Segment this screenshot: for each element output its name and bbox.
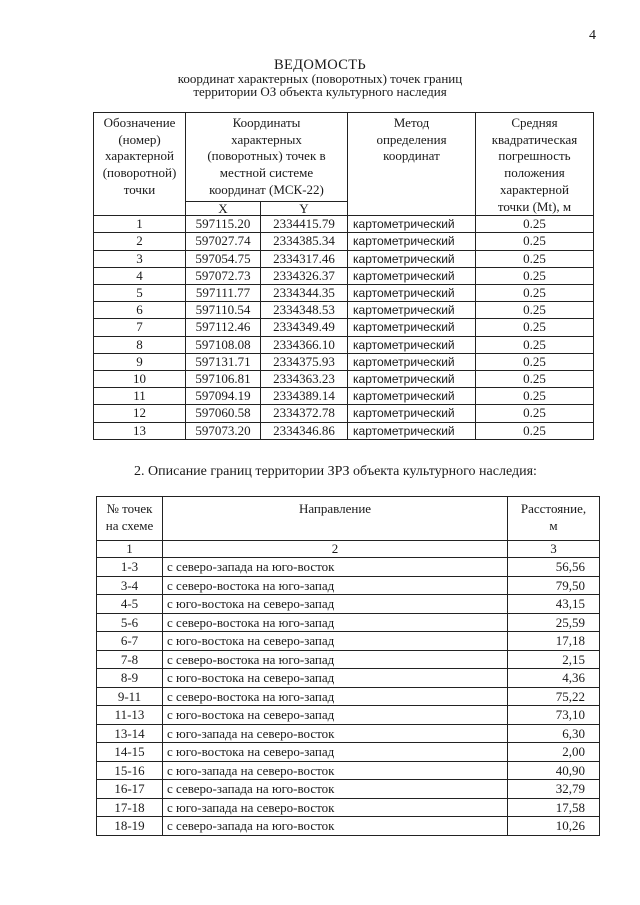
table-row (97, 669, 600, 688)
distance-cell: 79,50 (508, 576, 600, 595)
document-title: ВЕДОМОСТЬ (274, 57, 366, 73)
table-row (97, 817, 600, 836)
x-coordinate-cell: 597060.58 (186, 405, 261, 422)
error-cell: 0.25 (476, 250, 594, 267)
distance-cell: 17,18 (508, 632, 600, 651)
point-number-cell: 2 (94, 233, 186, 250)
header-designation-line: характерной (105, 148, 174, 164)
page-number: 4 (589, 28, 596, 43)
table-row (94, 233, 594, 250)
y-coordinate-cell: 2334348.53 (261, 302, 348, 319)
x-coordinate-cell: 597111.77 (186, 285, 261, 302)
table-row (97, 724, 600, 743)
header-method-line: координат (383, 148, 440, 164)
header-error-line: квадратическая (491, 131, 578, 147)
method-cell: картометрический (348, 285, 476, 302)
distance-cell: 73,10 (508, 706, 600, 725)
table-row (97, 632, 600, 651)
header-method-line: определения (376, 131, 447, 147)
direction-cell: с северо-востока на юго-запад (163, 613, 508, 632)
points-cell: 8-9 (97, 669, 163, 688)
header-error-line: положения (504, 165, 565, 181)
document-subtitle-line-2: территории ОЗ объекта культурного наследия (193, 84, 447, 99)
table-row (97, 780, 600, 799)
point-number-cell: 1 (94, 216, 186, 233)
points-cell: 1-3 (97, 558, 163, 577)
header-coordinates-line: координат (МСК-22) (209, 181, 324, 197)
y-coordinate-cell: 2334389.14 (261, 388, 348, 405)
x-coordinate-cell: 597073.20 (186, 422, 261, 439)
x-coordinate-cell: 597054.75 (186, 250, 261, 267)
error-cell: 0.25 (476, 302, 594, 319)
table-row (97, 558, 600, 577)
point-number-cell: 4 (94, 267, 186, 284)
method-cell: картометрический (348, 233, 476, 250)
x-coordinate-cell: 597112.46 (186, 319, 261, 336)
table-row (97, 761, 600, 780)
header-error-line: характерной (500, 181, 569, 197)
error-cell: 0.25 (476, 285, 594, 302)
header-coordinates (186, 113, 348, 202)
method-cell: картометрический (348, 353, 476, 370)
direction-cell: с юго-востока на северо-запад (163, 595, 508, 614)
distance-cell: 17,58 (508, 798, 600, 817)
header-designation-line: (номер) (118, 131, 161, 147)
table-row (97, 576, 600, 595)
x-coordinate-cell: 597072.73 (186, 267, 261, 284)
y-coordinate-cell: 2334317.46 (261, 250, 348, 267)
point-number-cell: 5 (94, 285, 186, 302)
method-cell: картометрический (348, 422, 476, 439)
distance-cell: 2,15 (508, 650, 600, 669)
header-designation-line: Обозначение (103, 115, 176, 130)
direction-cell: с северо-востока на юго-запад (163, 650, 508, 669)
direction-cell: с северо-запада на юго-восток (163, 817, 508, 836)
error-cell: 0.25 (476, 336, 594, 353)
method-cell: картометрический (348, 405, 476, 422)
error-cell: 0.25 (476, 353, 594, 370)
error-cell: 0.25 (476, 319, 594, 336)
method-cell: картометрический (348, 250, 476, 267)
point-number-cell: 10 (94, 371, 186, 388)
points-cell: 17-18 (97, 798, 163, 817)
direction-cell: с юго-востока на северо-запад (163, 743, 508, 762)
title-block (0, 58, 640, 98)
error-cell: 0.25 (476, 233, 594, 250)
header-distance-line: м (549, 518, 558, 533)
header-points-line: № точек (106, 501, 153, 516)
table-row (94, 302, 594, 319)
distance-cell: 25,59 (508, 613, 600, 632)
header-error (476, 113, 594, 216)
distance-cell: 56,56 (508, 558, 600, 577)
header-points (97, 497, 163, 541)
table-row (94, 388, 594, 405)
direction-cell: с северо-запада на юго-восток (163, 780, 508, 799)
method-cell: картометрический (348, 388, 476, 405)
error-cell: 0.25 (476, 422, 594, 439)
points-cell: 18-19 (97, 817, 163, 836)
column-number: 1 (97, 541, 163, 558)
column-number: 2 (163, 541, 508, 558)
header-direction: Направление (163, 497, 508, 541)
distance-cell: 10,26 (508, 817, 600, 836)
direction-cell: с юго-запада на северо-восток (163, 761, 508, 780)
table-row (97, 687, 600, 706)
points-cell: 11-13 (97, 706, 163, 725)
header-error-line: Средняя (511, 115, 558, 130)
method-cell: картометрический (348, 302, 476, 319)
distance-cell: 2,00 (508, 743, 600, 762)
y-coordinate-cell: 2334372.78 (261, 405, 348, 422)
header-y: Y (261, 202, 348, 216)
header-designation-line: (поворотной) (102, 165, 177, 181)
table-row (94, 319, 594, 336)
document-subtitle-line-1: координат характерных (поворотных) точек границ (177, 71, 463, 86)
x-coordinate-cell: 597106.81 (186, 371, 261, 388)
y-coordinate-cell: 2334363.23 (261, 371, 348, 388)
boundary-table-numbering-row (97, 541, 600, 558)
direction-cell: с юго-востока на северо-запад (163, 706, 508, 725)
table-row (94, 250, 594, 267)
table-row (97, 613, 600, 632)
table-row (94, 267, 594, 284)
point-number-cell: 3 (94, 250, 186, 267)
points-cell: 4-5 (97, 595, 163, 614)
method-cell: картометрический (348, 216, 476, 233)
point-number-cell: 8 (94, 336, 186, 353)
method-cell: картометрический (348, 371, 476, 388)
header-designation-line: точки (123, 181, 156, 197)
header-x: X (186, 202, 261, 216)
distance-cell: 40,90 (508, 761, 600, 780)
points-cell: 16-17 (97, 780, 163, 799)
boundary-description-table (96, 496, 600, 836)
header-coordinates-line: (поворотных) точек в (207, 148, 326, 164)
table-row (94, 216, 594, 233)
table-row (94, 336, 594, 353)
distance-cell: 32,79 (508, 780, 600, 799)
point-number-cell: 7 (94, 319, 186, 336)
y-coordinate-cell: 2334375.93 (261, 353, 348, 370)
header-designation (94, 113, 186, 216)
points-cell: 3-4 (97, 576, 163, 595)
y-coordinate-cell: 2334385.34 (261, 233, 348, 250)
table-row (94, 422, 594, 439)
points-cell: 14-15 (97, 743, 163, 762)
points-cell: 15-16 (97, 761, 163, 780)
points-cell: 6-7 (97, 632, 163, 651)
header-distance (508, 497, 600, 541)
error-cell: 0.25 (476, 216, 594, 233)
header-coordinates-line: местной системе (219, 165, 314, 181)
header-method-line: Метод (393, 115, 430, 130)
point-number-cell: 11 (94, 388, 186, 405)
table-row (97, 743, 600, 762)
column-number: 3 (508, 541, 600, 558)
header-distance-line: Расстояние, (520, 501, 587, 516)
error-cell: 0.25 (476, 388, 594, 405)
y-coordinate-cell: 2334366.10 (261, 336, 348, 353)
x-coordinate-cell: 597131.71 (186, 353, 261, 370)
table-row (97, 706, 600, 725)
table-row (97, 650, 600, 669)
table-row (94, 285, 594, 302)
point-number-cell: 13 (94, 422, 186, 439)
x-coordinate-cell: 597115.20 (186, 216, 261, 233)
table-row (94, 371, 594, 388)
header-method (348, 113, 476, 216)
points-cell: 13-14 (97, 724, 163, 743)
section-2-heading: 2. Описание границ территории ЗРЗ объекта культурного наследия: (134, 464, 537, 479)
y-coordinate-cell: 2334344.35 (261, 285, 348, 302)
coordinates-table-header-row (94, 113, 594, 202)
table-row (94, 405, 594, 422)
coordinates-table (93, 112, 594, 440)
point-number-cell: 6 (94, 302, 186, 319)
direction-cell: с юго-востока на северо-запад (163, 669, 508, 688)
error-cell: 0.25 (476, 267, 594, 284)
error-cell: 0.25 (476, 405, 594, 422)
table-row (94, 353, 594, 370)
method-cell: картометрический (348, 336, 476, 353)
header-coordinates-line: Координаты (232, 115, 301, 130)
method-cell: картометрический (348, 267, 476, 284)
boundary-table-header-row (97, 497, 600, 541)
direction-cell: с северо-востока на юго-запад (163, 687, 508, 706)
distance-cell: 4,36 (508, 669, 600, 688)
y-coordinate-cell: 2334415.79 (261, 216, 348, 233)
points-cell: 5-6 (97, 613, 163, 632)
x-coordinate-cell: 597108.08 (186, 336, 261, 353)
table-row (97, 798, 600, 817)
error-cell: 0.25 (476, 371, 594, 388)
point-number-cell: 12 (94, 405, 186, 422)
points-cell: 7-8 (97, 650, 163, 669)
header-error-line: точки (Mt), м (497, 198, 572, 214)
table-row (97, 595, 600, 614)
y-coordinate-cell: 2334349.49 (261, 319, 348, 336)
x-coordinate-cell: 597110.54 (186, 302, 261, 319)
direction-cell: с юго-запада на северо-восток (163, 798, 508, 817)
method-cell: картометрический (348, 319, 476, 336)
distance-cell: 6,30 (508, 724, 600, 743)
x-coordinate-cell: 597094.19 (186, 388, 261, 405)
x-coordinate-cell: 597027.74 (186, 233, 261, 250)
y-coordinate-cell: 2334326.37 (261, 267, 348, 284)
distance-cell: 43,15 (508, 595, 600, 614)
header-error-line: погрешность (498, 148, 571, 164)
direction-cell: с юго-запада на северо-восток (163, 724, 508, 743)
distance-cell: 75,22 (508, 687, 600, 706)
point-number-cell: 9 (94, 353, 186, 370)
direction-cell: с северо-востока на юго-запад (163, 576, 508, 595)
header-points-line: на схеме (105, 518, 154, 533)
direction-cell: с юго-востока на северо-запад (163, 632, 508, 651)
direction-cell: с северо-запада на юго-восток (163, 558, 508, 577)
y-coordinate-cell: 2334346.86 (261, 422, 348, 439)
header-coordinates-line: характерных (231, 131, 302, 147)
points-cell: 9-11 (97, 687, 163, 706)
